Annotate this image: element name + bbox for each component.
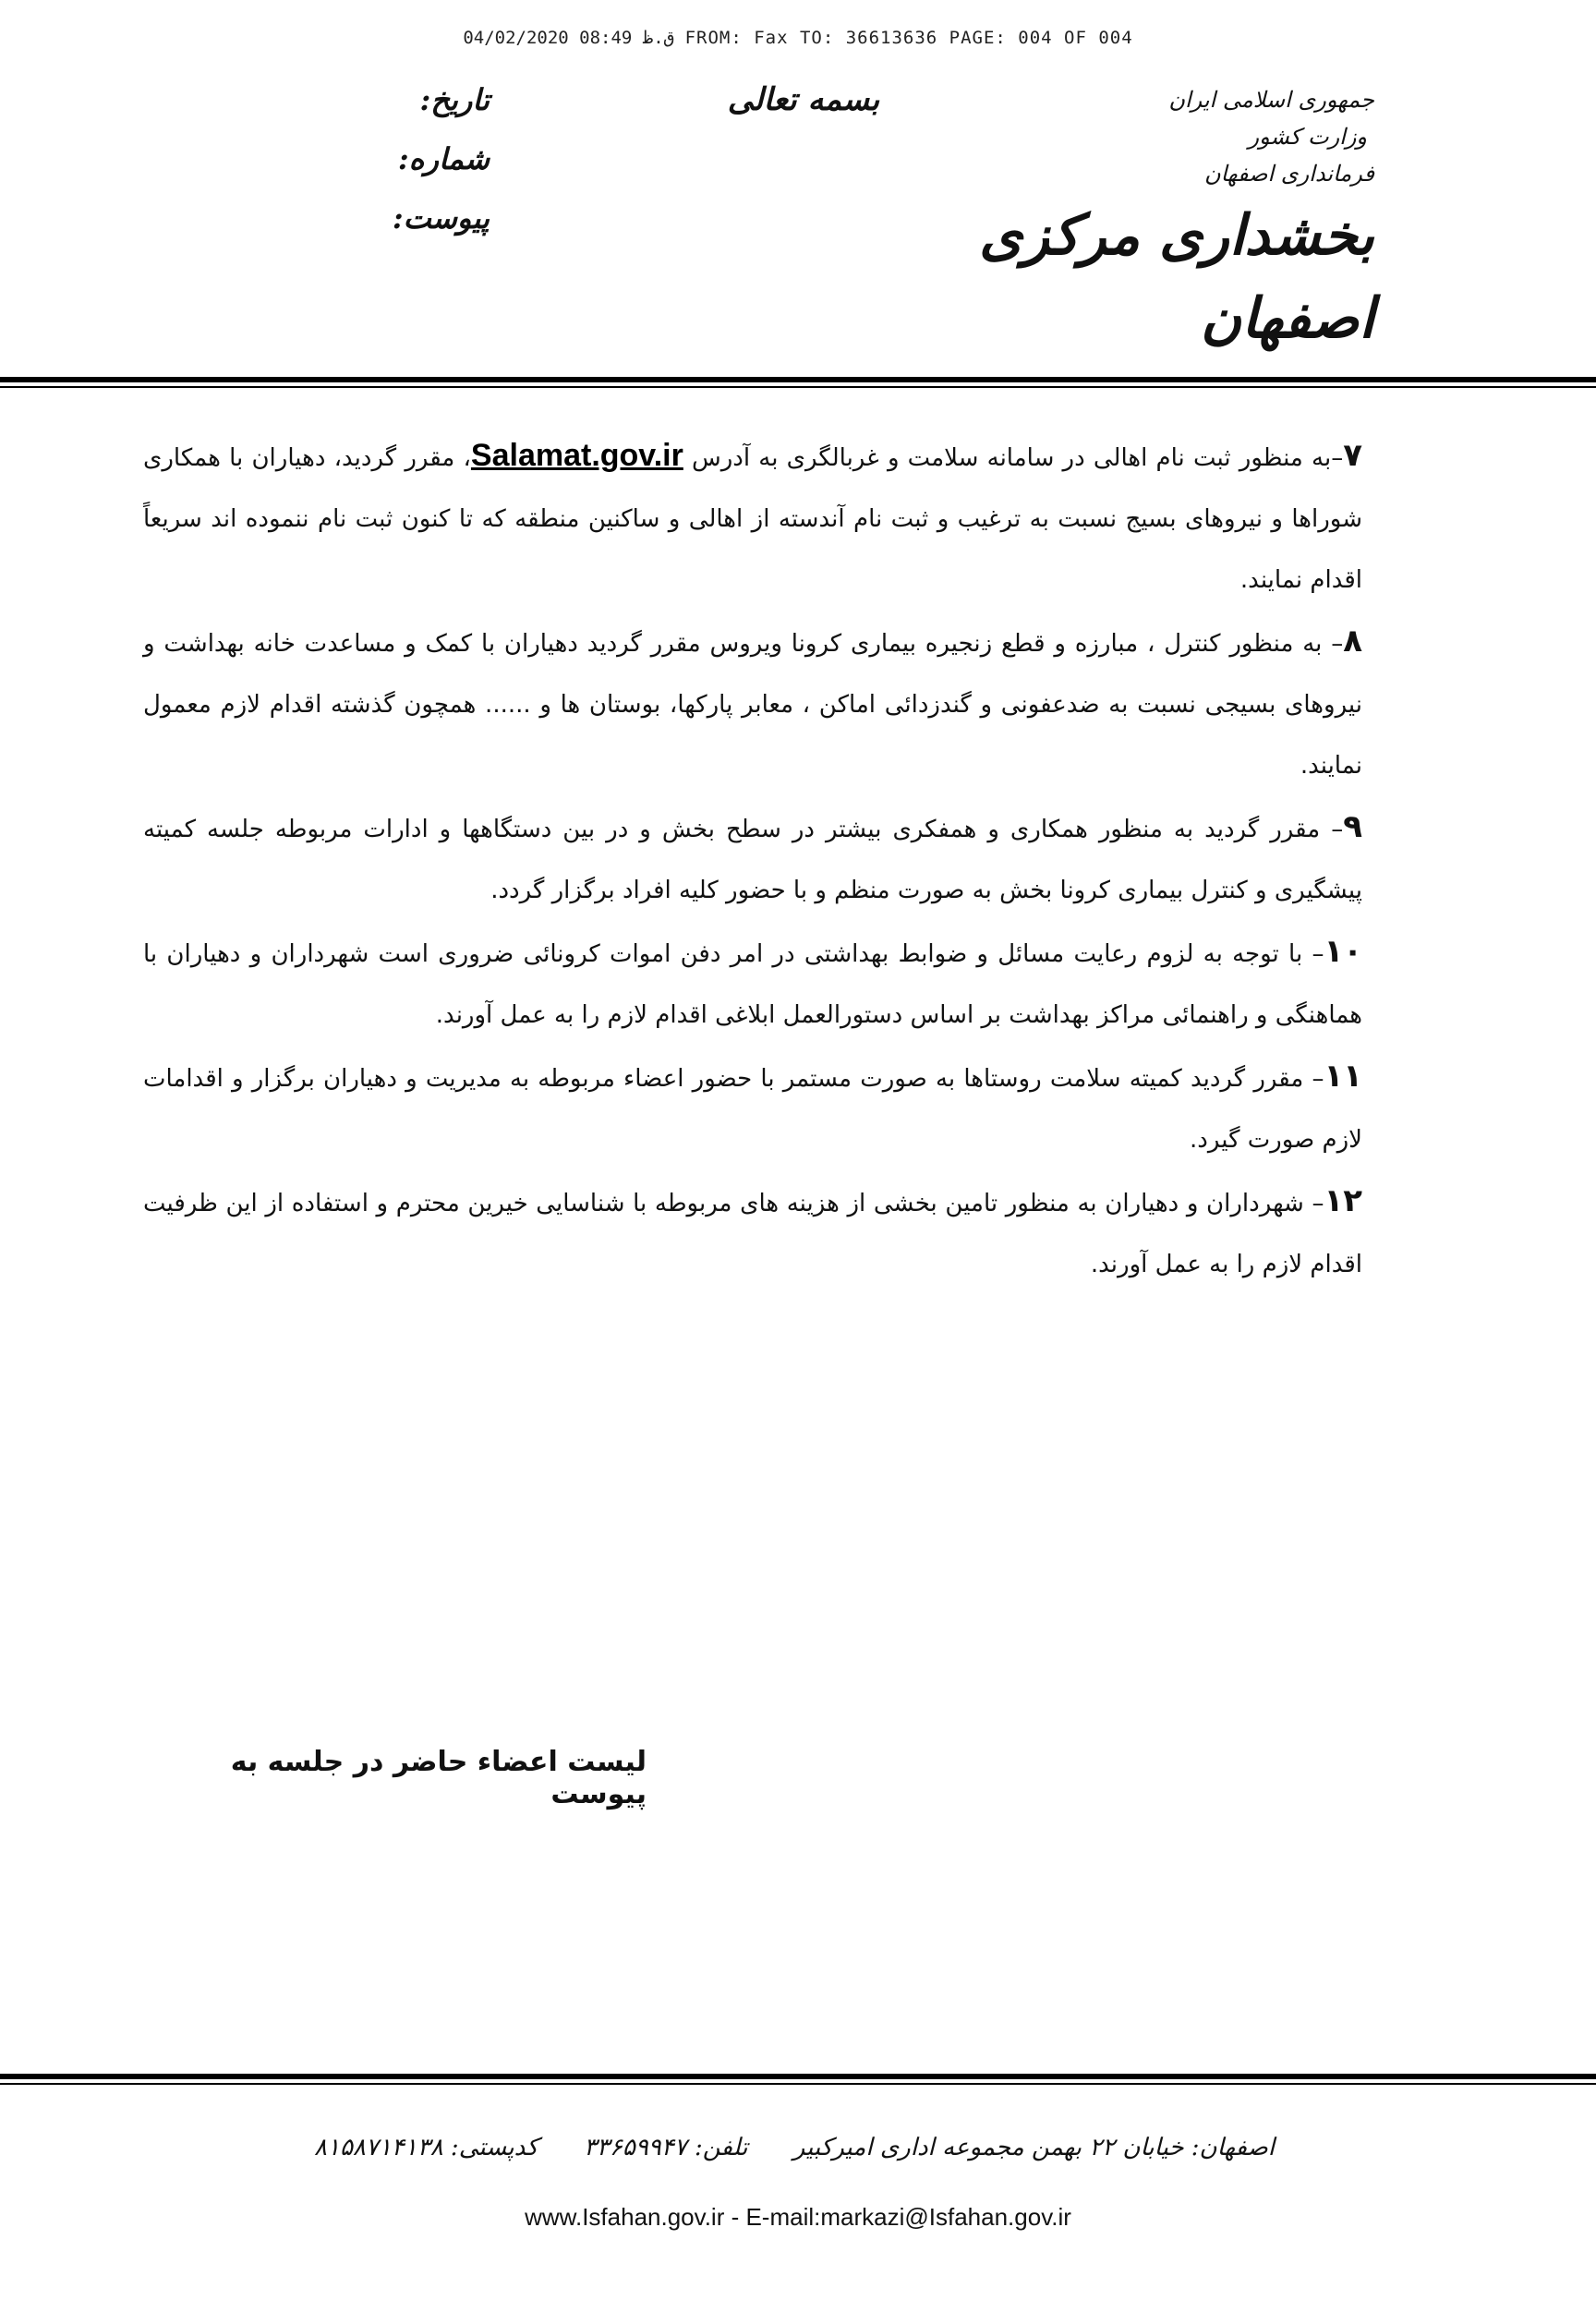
- item-text: – مقرر گردید کمیته سلامت روستاها به صورت مستمر با حضور اعضاء مربوطه به مدیریت و دهیاران برگزار و اقدامات لازم صورت گیرد.: [143, 1065, 1362, 1154]
- salamat-link[interactable]: Salamat.gov.ir: [470, 438, 683, 473]
- item-number: ۱۲: [1324, 1182, 1362, 1219]
- header-divider-thick: [0, 377, 1596, 382]
- footer-web-email[interactable]: www.Isfahan.gov.ir - E-mail:markazi@Isfahan.gov.ir: [525, 2203, 1071, 2231]
- bismillah-heading: بسمه تعالی: [727, 81, 880, 118]
- item-text: – با توجه به لزوم رعایت مسائل و ضوابط بهداشتی در امر دفن اموات کرونائی ضروری است شهرداران و دهیاران با هماهنگی و راهنمائی مراکز بهداشت بر اساس دستورالعمل ابلاغی اقدام لازم را به عمل آورند.: [143, 940, 1362, 1029]
- attachment-label: پیوست:: [392, 200, 490, 236]
- footer-address: اصفهان: خیابان ۲۲ بهمن مجموعه اداری امیرکبیر: [792, 2134, 1275, 2161]
- footer-phone: تلفن: ۳۳۶۵۹۹۴۷: [583, 2134, 748, 2161]
- date-label: تاریخ:: [419, 82, 490, 117]
- item-number: ۷: [1343, 437, 1362, 474]
- item-10: [143, 921, 1362, 1046]
- item-text: –به منظور ثبت نام اهالی در سامانه سلامت و غربالگری به آدرس: [683, 444, 1344, 472]
- letter-meta-labels: [351, 81, 490, 259]
- fax-header: 04/02/2020 ق.ظ 08:49 FROM: Fax TO: 36613636 PAGE: 004 OF 004: [463, 28, 1133, 48]
- org-line-2: وزارت کشور: [1248, 124, 1367, 150]
- item-9: [143, 796, 1362, 921]
- item-8: [143, 611, 1362, 796]
- item-12: [143, 1170, 1362, 1295]
- footer-divider-thin: [0, 2083, 1596, 2085]
- item-text: – به منظور کنترل ، مبارزه و قطع زنجیره بیماری کرونا ویروس مقرر گردید دهیاران با کمک و مساعدت خانه بهداشت و نیروهای بسیجی نسبت به ضدعفونی و گندزدائی اماکن ، معابر پارکها، بوستان ها و ...... همچون گذشته اقدام لازم معمول نمایند.: [143, 630, 1362, 780]
- org-line-1: جمهوری اسلامی ایران: [1168, 87, 1374, 113]
- footer-contact: [314, 2134, 1275, 2161]
- item-text: – شهرداران و دهیاران به منظور تامین بخشی از هزینه های مربوطه با شناسایی خیرین محترم و استفاده از این ظرفیت اقدام لازم را به عمل آورند.: [143, 1190, 1362, 1278]
- item-number: ۱۰: [1324, 933, 1362, 970]
- org-line-3: فرمانداری اصفهان: [1203, 161, 1374, 187]
- attachment-note: لیست اعضاء حاضر در جلسه به پیوست: [230, 1746, 647, 1810]
- item-number: ۹: [1343, 808, 1362, 845]
- item-7: [143, 425, 1362, 611]
- header-divider-thin: [0, 386, 1596, 388]
- item-number: ۱۱: [1324, 1058, 1362, 1095]
- item-text: ، مقرر گردید، دهیاران با همکاری شوراها و نیروهای بسیج نسبت به ترغیب و ثبت نام آندسته از اهالی و ساکنین منطقه که تا کنون ثبت نام ننموده اند سریعاً اقدام نمایند.: [143, 444, 1362, 594]
- org-main-title: بخشداری مرکزی اصفهان: [979, 203, 1374, 351]
- number-label: شماره:: [397, 141, 490, 176]
- letterhead-organization: [949, 81, 1374, 360]
- item-text: – مقرر گردید به منظور همکاری و همفکری بیشتر در سطح بخش و در بین دستگاهها و ادارات مربوطه جلسه کمیته پیشگیری و کنترل بیماری کرونا بخش به صورت منظم و با حضور کلیه افراد برگزار گردد.: [143, 816, 1362, 904]
- footer-postal-code: کدپستی: ۸۱۵۸۷۱۴۱۳۸: [314, 2134, 538, 2161]
- item-11: [143, 1046, 1362, 1170]
- item-number: ۸: [1343, 623, 1362, 660]
- footer-divider-thick: [0, 2074, 1596, 2079]
- letter-body: [143, 425, 1362, 1295]
